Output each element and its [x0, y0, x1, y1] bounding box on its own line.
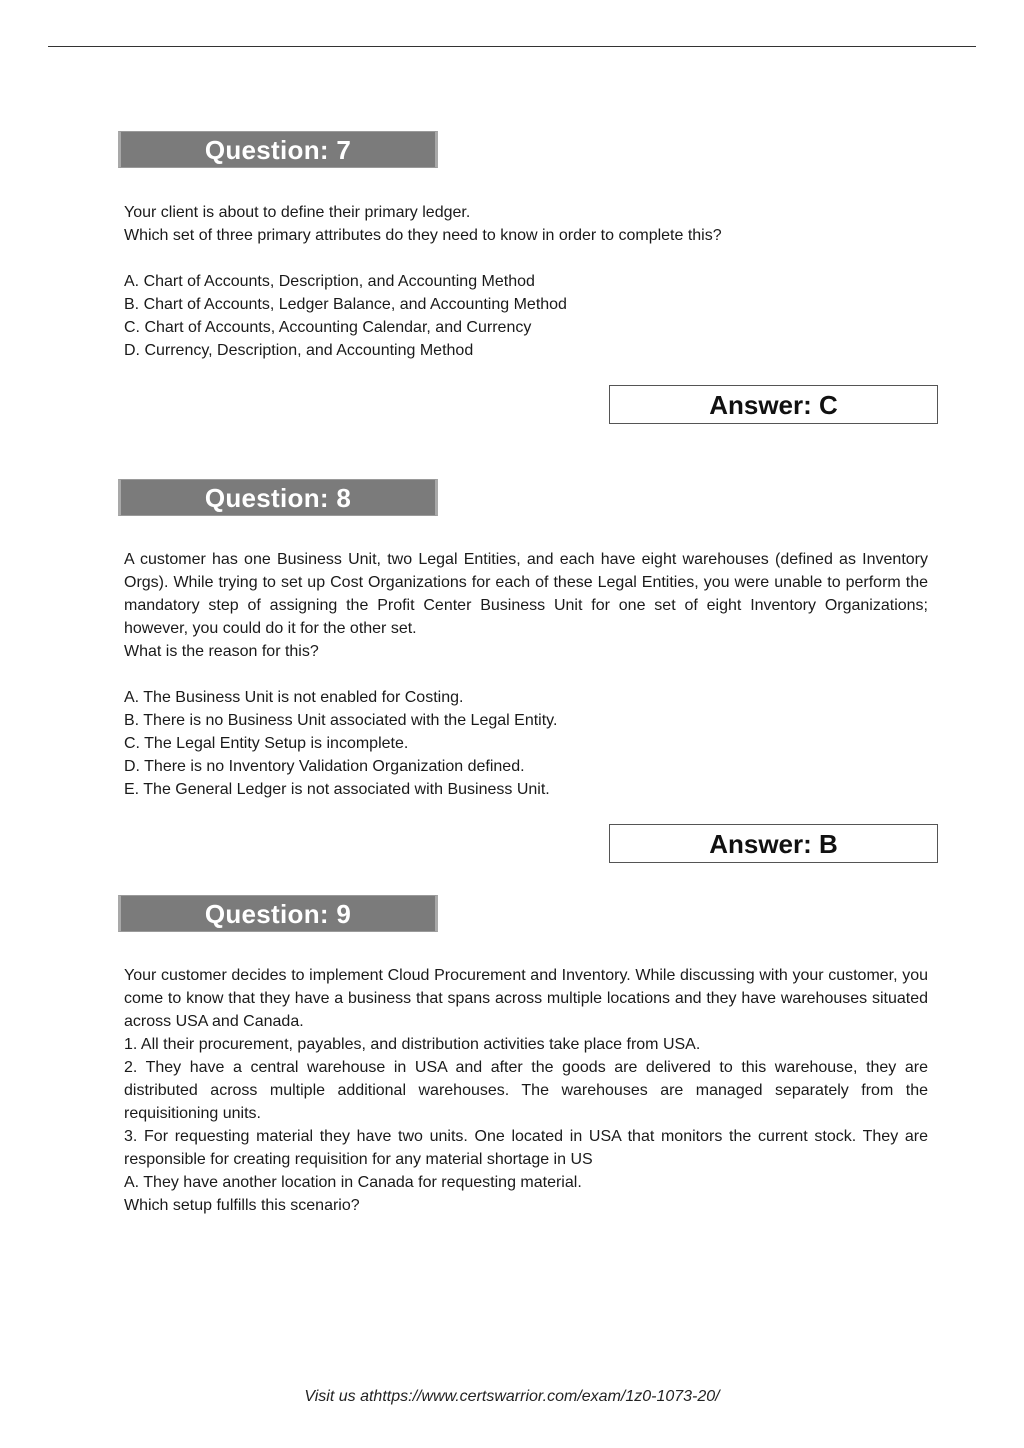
question-9-point-3: 3. For requesting material they have two units. One located in USA that monitors the current stock. They are responsible for creating requisition for any material shortage in US — [124, 1128, 928, 1168]
question-8-stem: A customer has one Business Unit, two Legal Entities, and each have eight warehouses (defined as Inventory Orgs). While trying to set up Cost Organizations for each of these Legal Entities, you were unable to perform the mandatory step of assigning the Profit Center Business Unit for one set of eight Inventory Organizations; however, you could do it for the other set. — [124, 551, 928, 637]
question-7-answer-box — [609, 385, 938, 424]
question-8-option-b: B. There is no Business Unit associated with the Legal Entity. — [124, 712, 558, 729]
question-7-answer: Answer: C — [709, 390, 838, 420]
question-9-paragraph-intro: Your customer decides to implement Cloud Procurement and Inventory. While discussing with your customer, you come to know that they have a business that spans across multiple locations and they have warehouses situated across USA and Canada. — [124, 967, 928, 1030]
question-9-title: Question: 9 — [204, 899, 352, 929]
question-8-answer-box — [609, 824, 938, 863]
question-8-title: Question: 8 — [204, 483, 352, 513]
question-8-header — [118, 479, 438, 516]
top-rule — [48, 46, 976, 47]
question-8-option-c: C. The Legal Entity Setup is incomplete. — [124, 735, 409, 752]
question-8-stem-question: What is the reason for this? — [124, 643, 319, 660]
question-8-option-a: A. The Business Unit is not enabled for Costing. — [124, 689, 464, 706]
question-8-option-d: D. There is no Inventory Validation Organization defined. — [124, 758, 525, 775]
question-9-point-a: A. They have another location in Canada for requesting material. — [124, 1174, 582, 1191]
question-7-title: Question: 7 — [204, 135, 352, 165]
question-8-answer: Answer: B — [709, 829, 838, 859]
question-8-option-e: E. The General Ledger is not associated with Business Unit. — [124, 781, 550, 798]
question-7-option-c: C. Chart of Accounts, Accounting Calendar, and Currency — [124, 319, 532, 336]
footer-link-text: Visit us athttps://www.certswarrior.com/exam/1z0-1073-20/ — [304, 1388, 720, 1405]
question-7-header — [118, 131, 438, 168]
question-9-body — [124, 964, 928, 1217]
question-8-body — [124, 548, 928, 801]
question-7-stem-line-2: Which set of three primary attributes do they need to know in order to complete this? — [124, 227, 722, 244]
question-9-header — [118, 895, 438, 932]
question-7-option-d: D. Currency, Description, and Accounting Method — [124, 342, 474, 359]
question-7-body — [124, 201, 928, 362]
question-7-stem-line-1: Your client is about to define their primary ledger. — [124, 204, 471, 221]
question-9-stem-question: Which setup fulfills this scenario? — [124, 1197, 360, 1214]
question-9-point-2: 2. They have a central warehouse in USA and after the goods are delivered to this warehouse, they are distributed across multiple additional warehouses. The warehouses are managed separately from the requisitioning units. — [124, 1059, 928, 1122]
question-9-point-1: 1. All their procurement, payables, and distribution activities take place from USA. — [124, 1036, 701, 1053]
question-7-option-a: A. Chart of Accounts, Description, and Accounting Method — [124, 273, 535, 290]
question-7-option-b: B. Chart of Accounts, Ledger Balance, and Accounting Method — [124, 296, 567, 313]
